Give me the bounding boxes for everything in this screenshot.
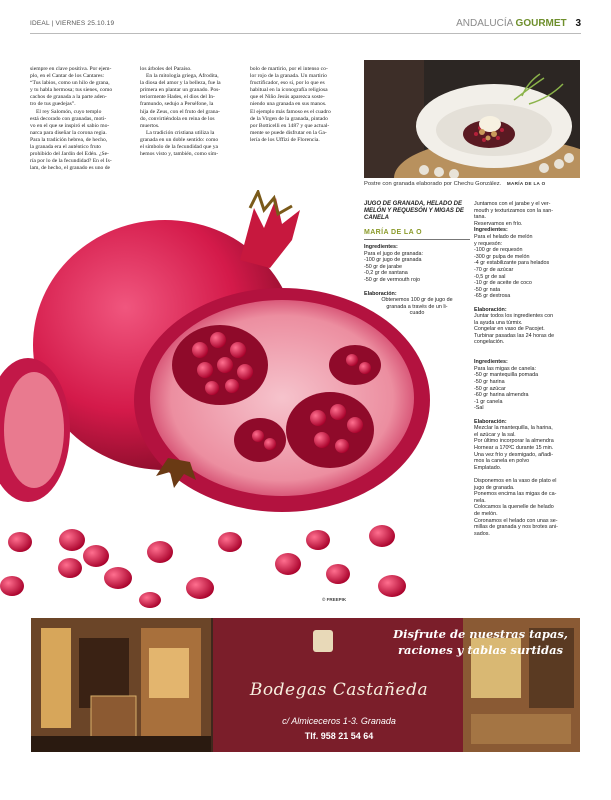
ingredient-item: Para el jugo de granada: bbox=[364, 250, 424, 257]
recipe-line: -50 gr azúcar bbox=[474, 385, 506, 392]
section-brand: GOURMET bbox=[515, 18, 567, 29]
article-line: cachos de granada a la parte aden- bbox=[30, 94, 107, 101]
recipe-line: Coronamos el helado con unas se- bbox=[474, 517, 558, 524]
section-name: ANDALUCÍA bbox=[456, 18, 513, 29]
ad-slogan-line-1: Disfrute de nuestras tapas, bbox=[393, 627, 568, 641]
recipe-author: MARÍA DE LA O bbox=[364, 229, 422, 236]
recipe-right-column bbox=[474, 201, 582, 537]
recipe-line: Colocamos la quenelle de helado bbox=[474, 504, 554, 511]
article-line: por Botticelli en 1487 y que actual- bbox=[250, 122, 330, 129]
article-line: ría por lo de la fecundidad? En el Is- bbox=[30, 158, 112, 165]
recipe-line: congelación. bbox=[474, 339, 505, 346]
recipe-line bbox=[474, 353, 582, 360]
recipe-line: -0,5 gr de sal bbox=[474, 273, 506, 280]
recipe-line: -100 gr de requesón bbox=[474, 247, 523, 254]
article-line: siempre en clave positiva. Por ejem- bbox=[30, 66, 112, 72]
recipe-line: Juntamos con el jarabe y el ver- bbox=[474, 201, 551, 207]
ad-phone[interactable]: Tlf. 958 21 54 64 bbox=[304, 731, 374, 741]
recipe-line: nela. bbox=[474, 497, 486, 504]
header-section bbox=[456, 18, 581, 29]
article-line: tro de tus guedejas”. bbox=[30, 101, 76, 108]
recipe-subheading: Elaboración: bbox=[474, 418, 507, 425]
ad-slogan bbox=[383, 626, 578, 658]
ad-address: c/ Almiceceros 1-3. Granada bbox=[282, 716, 396, 726]
article-line: de la Virgen de la granada, pintado bbox=[250, 115, 328, 122]
article-column-1 bbox=[30, 66, 134, 172]
article-line: está decorado con granadas, moti- bbox=[30, 115, 107, 122]
article-line: plo, en el Cantar de los Cantares: bbox=[30, 73, 105, 80]
recipe-line: sados. bbox=[474, 530, 490, 537]
recipe-line: -10 gr de aceite de coco bbox=[474, 280, 532, 287]
header-date: IDEAL | VIERNES 25.10.19 bbox=[30, 20, 115, 27]
article-line: vo en el que se inspiró el sabio mo- bbox=[30, 122, 110, 129]
article-line: prohibido del Jardín del Edén. ¿Se- bbox=[30, 151, 109, 158]
article-line: El ejemplo más famoso es el cuadro bbox=[250, 108, 331, 115]
article-line: “Tus labios, como un hilo de grana, bbox=[30, 80, 110, 87]
recipe-line: -Sal bbox=[474, 405, 484, 412]
recipe-line bbox=[474, 300, 582, 307]
ingredient-item: -0,2 gr de xantana bbox=[364, 270, 408, 277]
article-line: lam, de hecho, el granado es uno de bbox=[30, 165, 110, 172]
ingredient-item: -50 gr de vermouth rojo bbox=[364, 276, 421, 283]
preparation-line: Obtenemos 100 gr de jugo de bbox=[381, 297, 453, 304]
ingredients-heading: Ingredientes: bbox=[364, 244, 398, 250]
article-line: mente se puede disfrutar en la Ga- bbox=[250, 129, 327, 136]
recipe-subheading: Ingredientes: bbox=[474, 227, 508, 234]
article-line: la diosa del amor y la belleza, fue la bbox=[140, 80, 221, 87]
article-line: hemos visto y, también, como sím- bbox=[140, 151, 219, 158]
recipe-line: Emplatado. bbox=[474, 464, 502, 471]
recipe-line: -1 gr canela bbox=[474, 398, 503, 405]
recipe-line: Mezclar la mantequilla, la harina, bbox=[474, 425, 553, 432]
recipe-line: de melón. bbox=[474, 510, 498, 517]
photo-credit: MARÍA DE LA O bbox=[506, 181, 546, 186]
article-line: lería de los Uffizi de Florencia. bbox=[250, 136, 320, 143]
article-line: narca para diseñar la corona regia. bbox=[30, 129, 107, 136]
recipe-line: Congelar en vaso de Pacojet. bbox=[474, 326, 545, 333]
recipe-line: -4 gr estabilizante para helados bbox=[474, 260, 550, 267]
article-line: framundo, sedujo a Perséfone, la bbox=[140, 101, 214, 108]
recipe-line bbox=[474, 471, 582, 478]
article-line: La tradición cristiana utiliza la bbox=[146, 129, 215, 136]
recipe-line: Ponemos encima las migas de ca- bbox=[474, 491, 557, 498]
pomegranate-illustration bbox=[0, 190, 440, 610]
recipe-subheading: Ingredientes: bbox=[474, 359, 508, 366]
advertisement-banner[interactable] bbox=[31, 618, 580, 752]
ingredient-item: -50 gr de jarabe bbox=[364, 263, 403, 270]
article-line: hija de Zeus, con el fruto del grana- bbox=[140, 108, 220, 115]
recipe-line: -50 gr mantequilla pomada bbox=[474, 372, 539, 379]
article-line: fructificador, eso sí, por lo que es bbox=[250, 80, 325, 87]
recipe-line: -70 gr de azúcar bbox=[474, 266, 514, 273]
article-line: y tu habla hermosa; tus sienes, como bbox=[30, 87, 113, 94]
ad-business-name: Bodegas Castañeda bbox=[249, 680, 429, 700]
recipe-line: -65 gr dextrosa bbox=[474, 293, 511, 300]
recipe-line: Reservamos en frío. bbox=[474, 220, 523, 227]
recipe-subheading: Elaboración: bbox=[474, 306, 507, 313]
recipe-line: -60 gr harina almendra bbox=[474, 392, 529, 399]
recipe-line: Para el helado de melón bbox=[474, 233, 533, 240]
article-line: los árboles del Paraíso. bbox=[140, 66, 192, 72]
recipe-line bbox=[474, 412, 582, 419]
recipe-line: Una vez frío y desmigado, añadi- bbox=[474, 451, 554, 458]
recipe-line: -300 gr pulpa de melón bbox=[474, 253, 530, 260]
recipe-line: la ayuda una túrmix. bbox=[474, 319, 523, 326]
recipe-title: JUGO DE GRANADA, HELADO DE MELÓN Y REQUESÓN Y MIGAS DE CANELA bbox=[364, 201, 464, 221]
article-line: el símbolo de la fecundidad que ya bbox=[140, 144, 218, 151]
recipe-line: Juntar todos los ingredientes con bbox=[474, 313, 554, 320]
dessert-plate-illustration bbox=[364, 60, 580, 178]
dessert-photo bbox=[364, 60, 580, 178]
ad-slogan-line-2: raciones y tablas surtidas bbox=[397, 643, 564, 657]
article-line: muertos. bbox=[140, 122, 160, 129]
article-line: lor rojo de la granada. Un martirio bbox=[250, 73, 327, 80]
article-line: Para la tradición hebrea, de hecho, bbox=[30, 136, 108, 143]
recipe-line: mouth y texturizamos con la xan- bbox=[474, 207, 554, 214]
recipe-line: Por último incorporar la almendra bbox=[474, 438, 554, 445]
preparation-line: granada a través de un li- bbox=[386, 303, 448, 310]
recipe-line: y requesón: bbox=[474, 240, 503, 247]
preparation-heading: Elaboración: bbox=[364, 290, 397, 297]
article-line: bolo de martirio, por el intenso co- bbox=[250, 66, 328, 72]
article-line: niendo una granada en sus manos. bbox=[250, 101, 327, 108]
recipe-line: Para las migas de canela: bbox=[474, 365, 537, 372]
photo-caption bbox=[364, 181, 580, 187]
article-line: granada en un doble sentido: como bbox=[140, 136, 219, 143]
header-divider bbox=[30, 33, 581, 34]
recipe-line: tana. bbox=[474, 214, 486, 221]
recipe-line: millas de granada y nos brotes ani- bbox=[474, 524, 558, 531]
article-line: En la mitología griega, Afrodita, bbox=[146, 73, 219, 80]
article-line: habitual en la iconografía religiosa bbox=[250, 87, 328, 94]
recipe-line: mos la canela en polvo bbox=[474, 458, 530, 465]
article-line: do, convirtiéndola en reina de los bbox=[140, 115, 215, 122]
article-line: El rey Salomón, cuyo templo bbox=[36, 108, 102, 115]
article-column-3 bbox=[250, 66, 356, 144]
recipe-line: Hornear a 170ºC durante 15 min. bbox=[474, 444, 554, 451]
recipe-line: -50 gr harina bbox=[474, 379, 505, 386]
ingredient-item: -100 gr jugo de granada bbox=[364, 257, 422, 264]
article-line: primera en plantar un granado. Pos- bbox=[140, 87, 221, 94]
article-line: teriormente Hades, el dios del In- bbox=[140, 94, 215, 101]
caption-text: Postre con granada elaborado por Chechu González. bbox=[364, 181, 502, 187]
recipe-line: Disponemos en la vaso de plato el bbox=[474, 477, 557, 484]
page-number: 3 bbox=[575, 18, 581, 29]
recipe-line: jugo de granada. bbox=[474, 484, 515, 491]
recipe-line bbox=[474, 346, 582, 353]
article-column-2 bbox=[140, 66, 244, 158]
recipe-line: -50 gr nata bbox=[474, 286, 501, 293]
article-line: que el Niño Jesús aparezca soste- bbox=[250, 94, 325, 101]
image-credit: © FREEPIK bbox=[322, 597, 347, 602]
article-line: la granada era el auténtico fruto bbox=[30, 144, 101, 151]
recipe-line: el azúcar y la sal. bbox=[474, 431, 516, 438]
recipe-line: Turbinar pasadas las 24 horas de bbox=[474, 332, 555, 339]
preparation-line: cuado bbox=[409, 310, 425, 317]
